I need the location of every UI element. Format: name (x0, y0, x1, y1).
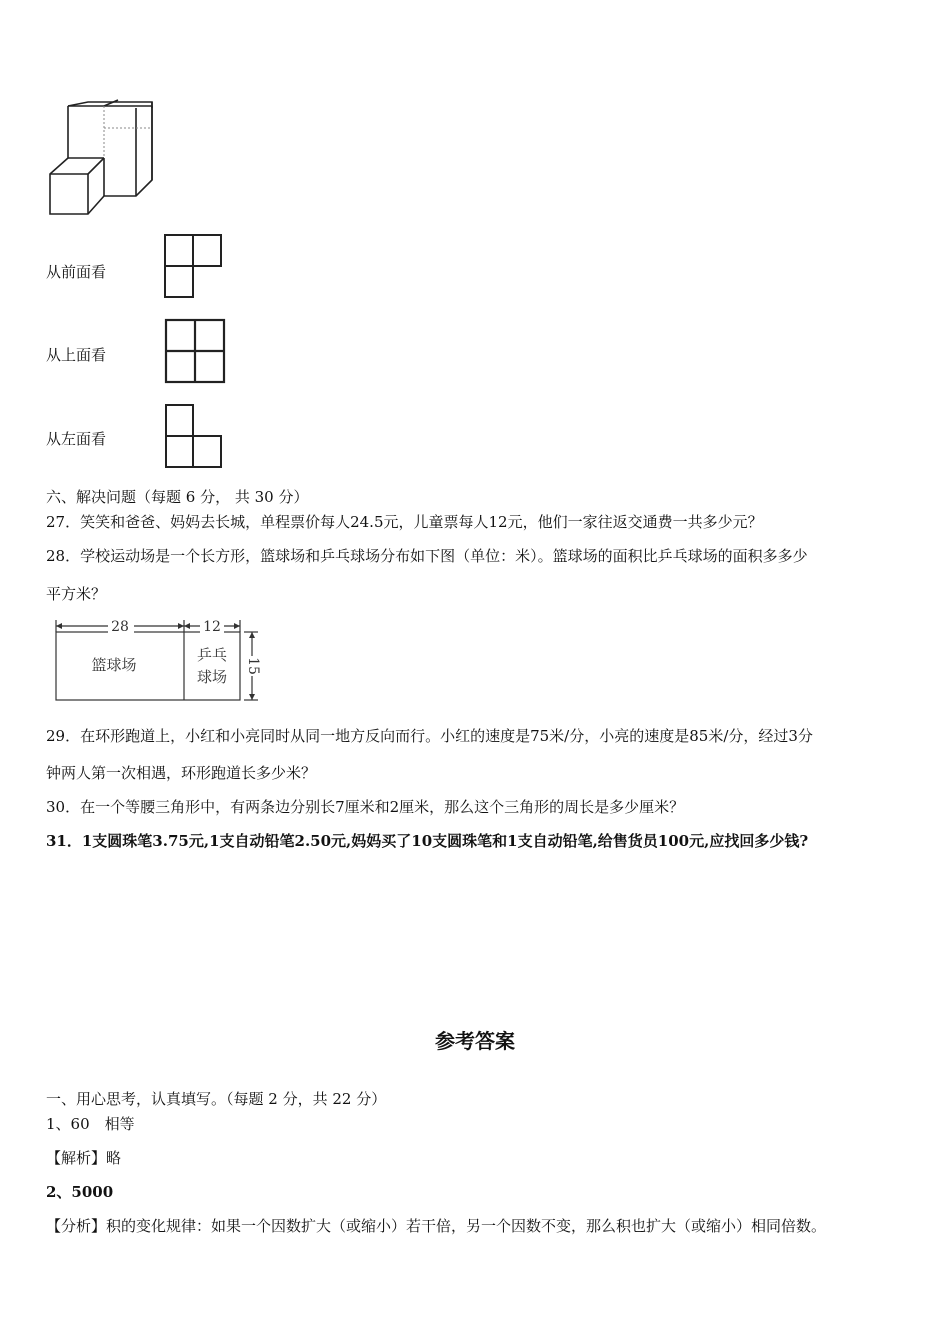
question-27: 27．笑笑和爸爸、妈妈去长城，单程票价每人24.5元，儿童票每人12元，他们一家往返交通费一共多少元？ (46, 513, 763, 531)
front-view-grid (164, 234, 224, 300)
cube-solid-figure (40, 98, 160, 218)
question-30: 30．在一个等腰三角形中，有两条边分别长7厘米和2厘米，那么这个三角形的周长是多少厘米？ (46, 798, 685, 816)
section6-heading: 六、解决问题（每题 6 分， 共 30 分） (46, 488, 309, 506)
question-28-line2: 平方米？ (46, 585, 107, 603)
dimension-12: 12 (203, 619, 221, 635)
dimension-15: 15 (245, 657, 261, 675)
basketball-court-label: 篮球场 (91, 656, 137, 674)
answers-section1-heading: 一、用心思考，认真填写。（每题 2 分，共 22 分） (46, 1090, 387, 1108)
left-view-grid (164, 403, 224, 469)
answer-1-analysis: 【解析】略 (46, 1149, 122, 1167)
top-view-grid (164, 318, 226, 384)
sports-field-diagram (52, 614, 272, 704)
answer-2: 2、5000 (46, 1183, 114, 1201)
top-view-label: 从上面看 (46, 346, 107, 364)
front-view-label: 从前面看 (46, 263, 107, 281)
pingpong-label-line2: 球场 (196, 668, 228, 686)
answer-2-analysis: 【分析】积的变化规律：如果一个因数扩大（或缩小）若干倍，另一个因数不变，那么积也扩大（或缩小）相同倍数。 (46, 1217, 827, 1235)
answer-1: 1、60 相等 (46, 1115, 135, 1133)
pingpong-label-line1: 乒乓 (196, 646, 228, 664)
question-31: 31．1支圆珠笔3.75元,1支自动铅笔2.50元,妈妈买了10支圆珠笔和1支自动铅笔,给售货员100元,应找回多少钱? (46, 832, 809, 850)
dimension-28: 28 (111, 619, 129, 635)
answers-title: 参考答案 (435, 1029, 515, 1053)
left-view-label: 从左面看 (46, 430, 107, 448)
question-29-line1: 29．在环形跑道上，小红和小亮同时从同一地方反向而行。小红的速度是75米/分，小亮的速度是85米/分，经过3分 (46, 727, 813, 745)
question-28-line1: 28．学校运动场是一个长方形，篮球场和乒乓球场分布如下图（单位：米）。篮球场的面积比乒乓球场的面积多多少 (46, 547, 808, 565)
question-29-line2: 钟两人第一次相遇，环形跑道长多少米？ (46, 764, 317, 782)
